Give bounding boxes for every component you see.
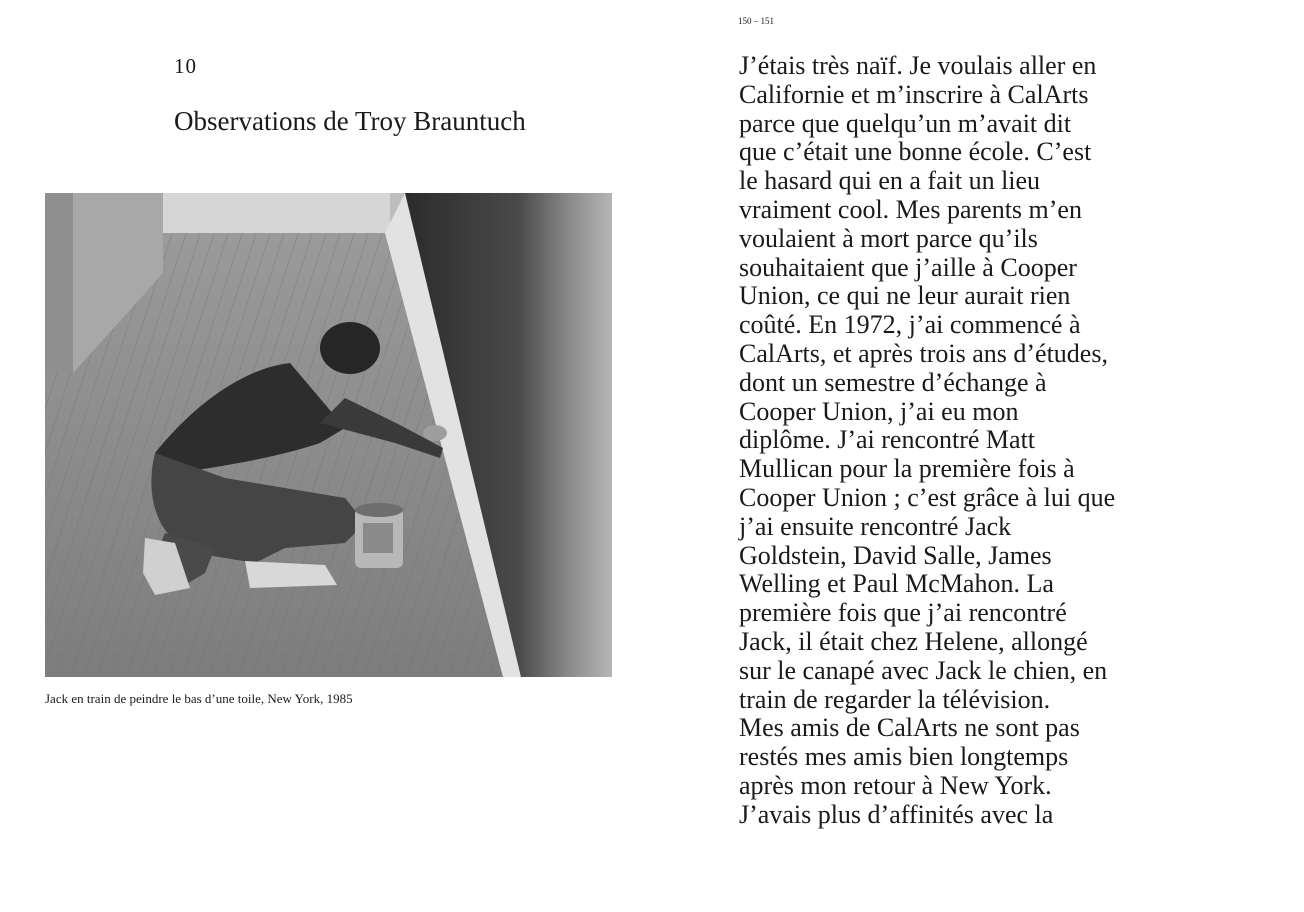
right-page	[652, 0, 1304, 912]
folio-page-numbers: 150 – 151	[738, 16, 774, 26]
text-line: Cooper Union ; c’est grâce à lui que	[739, 482, 1116, 512]
text-line: après mon retour à New York.	[739, 770, 1052, 800]
text-line: coûté. En 1972, j’ai commencé à	[739, 310, 1081, 340]
text-line: diplôme. J’ai rencontré Matt	[739, 425, 1036, 455]
text-line: J’avais plus d’affinités avec la	[739, 799, 1054, 829]
text-line: parce que quelqu’un m’avait dit	[739, 108, 1072, 138]
photo-caption: Jack en train de peindre le bas d’une toile, New York, 1985	[45, 691, 353, 706]
chapter-title: Observations de Troy Brauntuch	[174, 106, 526, 136]
text-line: Mes amis de CalArts ne sont pas	[739, 713, 1080, 743]
text-line: dont un semestre d’échange à	[739, 367, 1047, 397]
text-line: Goldstein, David Salle, James	[739, 540, 1052, 570]
text-line: Jack, il était chez Helene, allongé	[739, 626, 1088, 656]
text-line: que c’était une bonne école. C’est	[739, 137, 1092, 167]
text-line: Cooper Union, j’ai eu mon	[739, 396, 1019, 426]
body-text	[739, 52, 1179, 830]
text-line: restés mes amis bien longtemps	[739, 742, 1069, 772]
text-line: Welling et Paul McMahon. La	[739, 569, 1054, 599]
text-line: Union, ce qui ne leur aurait rien	[739, 281, 1071, 311]
text-line: première fois que j’ai rencontré	[739, 598, 1067, 628]
text-line: j’ai ensuite rencontré Jack	[739, 511, 1012, 541]
chapter-number: 10	[174, 54, 197, 78]
text-line: Californie et m’inscrire à CalArts	[739, 79, 1089, 109]
text-line: train de regarder la télévision.	[739, 684, 1051, 714]
text-line: voulaient à mort parce qu’ils	[739, 223, 1038, 253]
text-line: vraiment cool. Mes parents m’en	[739, 194, 1082, 224]
text-line: J’étais très naïf. Je voulais aller en	[739, 51, 1097, 80]
text-line: sur le canapé avec Jack le chien, en	[739, 655, 1108, 685]
text-line: le hasard qui en a fait un lieu	[739, 166, 1041, 196]
photo-jack-painting	[45, 193, 612, 677]
text-line: souhaitaient que j’aille à Cooper	[739, 252, 1077, 282]
text-line: CalArts, et après trois ans d’études,	[739, 338, 1108, 368]
text-line: Mullican pour la première fois à	[739, 454, 1075, 484]
